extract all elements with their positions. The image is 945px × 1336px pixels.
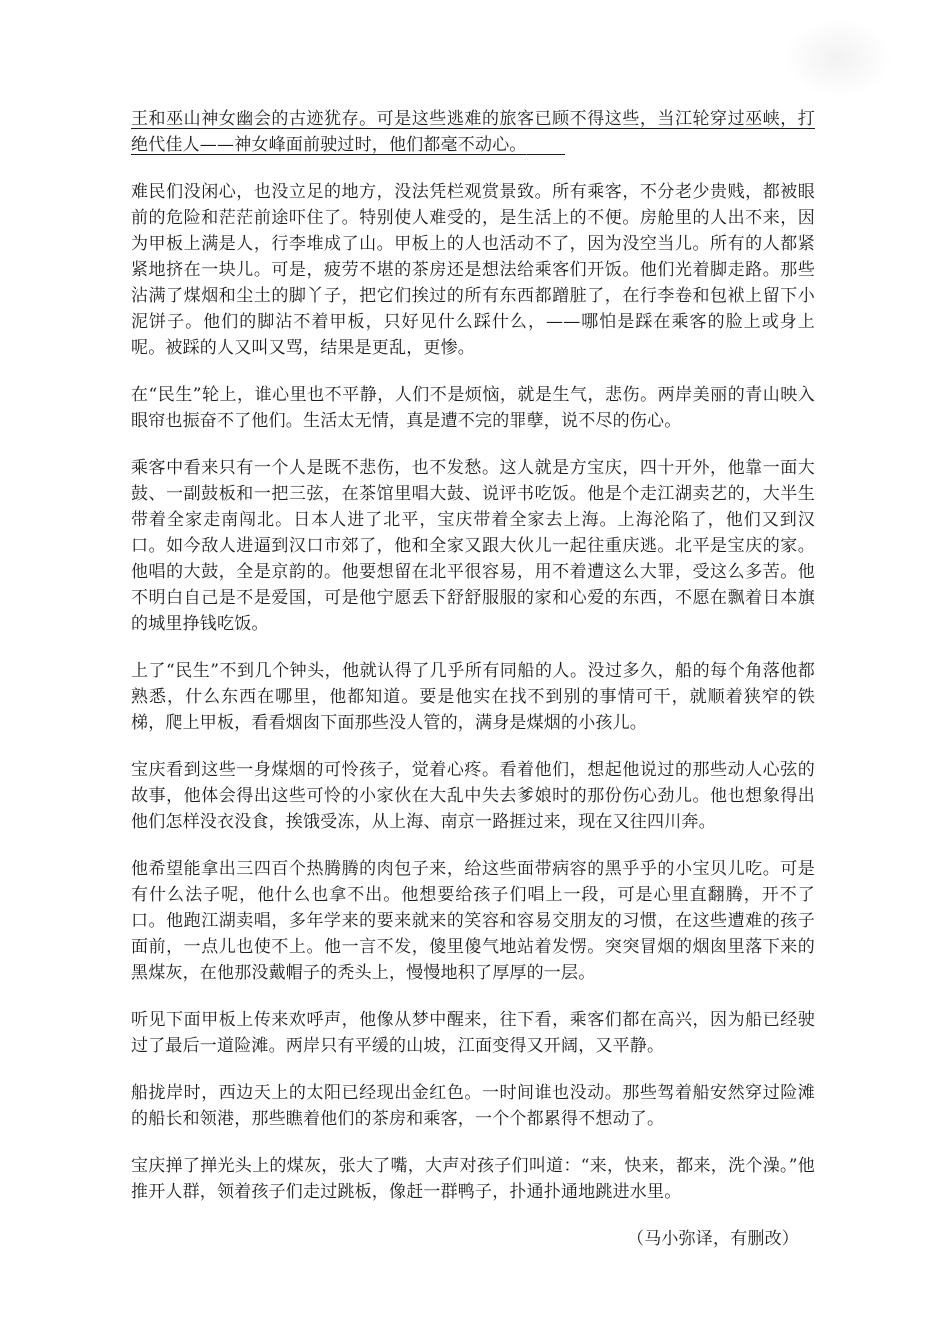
passage-paragraph: 船拢岸时，西边天上的太阳已经现出金红色。一时间谁也没动。那些驾着船安然穿过险滩的船长和领港，那些瞧着他们的茶房和乘客，一个个都累得不想动了。 <box>131 1083 815 1129</box>
passage-paragraph: 乘客中看来只有一个人是既不悲伤，也不发愁。这人就是方宝庆，四十开外，他靠一面大鼓、一副鼓板和一把三弦，在茶馆里唱大鼓、说评书吃饭。他是个走江湖卖艺的，大半生带着全家走南闯北。日本人进了北平，宝庆带着全家去上海。上海沦陷了，他们又到汉口。如今敌人进逼到汉口市郊了，他和全家又跟大伙儿一起往重庆逃。北平是宝庆的家。他唱的大鼓，全是京韵的。他要想留在北平很容易，用不着遭这么大罪，受这么多苦。他不明白自己是不是爱国，可是他宁愿丢下舒舒服服的家和心爱的东西，不愿在飘着日本旗的城里挣钱吃饭。 <box>131 458 815 634</box>
passage-paragraph: 宝庆掸了掸光头上的煤灰，张大了嘴，大声对孩子们叫道：“来，快来，都来，洗个澡。”他推开人群，领着孩子们走过跳板，像赶一群鸭子，扑通扑通地跳进水里。 <box>131 1156 815 1202</box>
passage-paragraph: 在“民生”轮上，谁心里也不平静，人们不是烦恼，就是生气，悲伤。两岸美丽的青山映入眼帘也振奋不了他们。生活太无情，真是遭不完的罪孽，说不尽的伤心。 <box>131 385 815 431</box>
translator-attribution: （马小弥译，有删改） <box>627 1229 799 1249</box>
passage-paragraph: 难民们没闲心，也没立足的地方，没法凭栏观赏景致。所有乘客，不分老少贵贱，都被眼前的危险和茫茫前途吓住了。特别使人难受的，是生活上的不便。房舱里的人出不来，因为甲板上满是人，行李堆成了山。甲板上的人也活动不了，因为没空当儿。所有的人都紧紧地挤在一块儿。可是，疲劳不堪的茶房还是想法给乘客们开饭。他们光着脚走路。那些沾满了煤烟和尘土的脚丫子，把它们挨过的所有东西都蹭脏了，在行李卷和包袱上留下小泥饼子。他们的脚沾不着甲板，只好见什么踩什么，——哪怕是踩在乘客的脸上或身上呢。被踩的人又叫又骂，结果是更乱，更惨。 <box>131 182 815 358</box>
passage-text-block <box>131 106 815 1273</box>
passage-paragraph: 他希望能拿出三四百个热腾腾的肉包子来，给这些面带病容的黑乎乎的小宝贝儿吃。可是有什么法子呢，他什么也拿不出。他想要给孩子们唱上一段，可是心里直翻腾，开不了口。他跑江湖卖唱，多年学来的要来就来的笑容和容易交朋友的习惯，在这些遭难的孩子面前，一点儿也使不上。他一言不发，傻里傻气地站着发愣。突突冒烟的烟囱里落下来的黑煤灰，在他那没戴帽子的秃头上，慢慢地积了厚厚的一层。 <box>131 859 815 983</box>
passage-paragraph: 上了“民生”不到几个钟头，他就认得了几乎所有同船的人。没过多久，船的每个角落他都熟悉，什么东西在哪里，他都知道。要是他实在找不到别的事情可干，就顺着狭窄的铁梯，爬上甲板，看看烟囱下面那些没人管的，满身是煤烟的小孩儿。 <box>131 661 815 733</box>
scan-shadow-artifact <box>783 18 893 98</box>
passage-paragraph: 宝庆看到这些一身煤烟的可怜孩子，觉着心疼。看着他们，想起他说过的那些动人心弦的故事，他体会得出这些可怜的小家伙在大乱中失去爹娘时的那份伤心劲儿。他也想象得出他们怎样没衣没食，挨饿受冻，从上海、南京一路捱过来，现在又往四川奔。 <box>131 760 815 832</box>
passage-paragraph-underlined: 王和巫山神女幽会的古迹犹存。可是这些逃难的旅客已顾不得这些，当江轮穿过巫峡，打绝代佳人——神女峰面前驶过时，他们都毫不动心。 <box>131 106 815 158</box>
passage-paragraph: 听见下面甲板上传来欢呼声，他像从梦中醒来，往下看，乘客们都在高兴，因为船已经驶过了最后一道险滩。两岸只有平缓的山坡，江面变得又开阔，又平静。 <box>131 1010 815 1056</box>
